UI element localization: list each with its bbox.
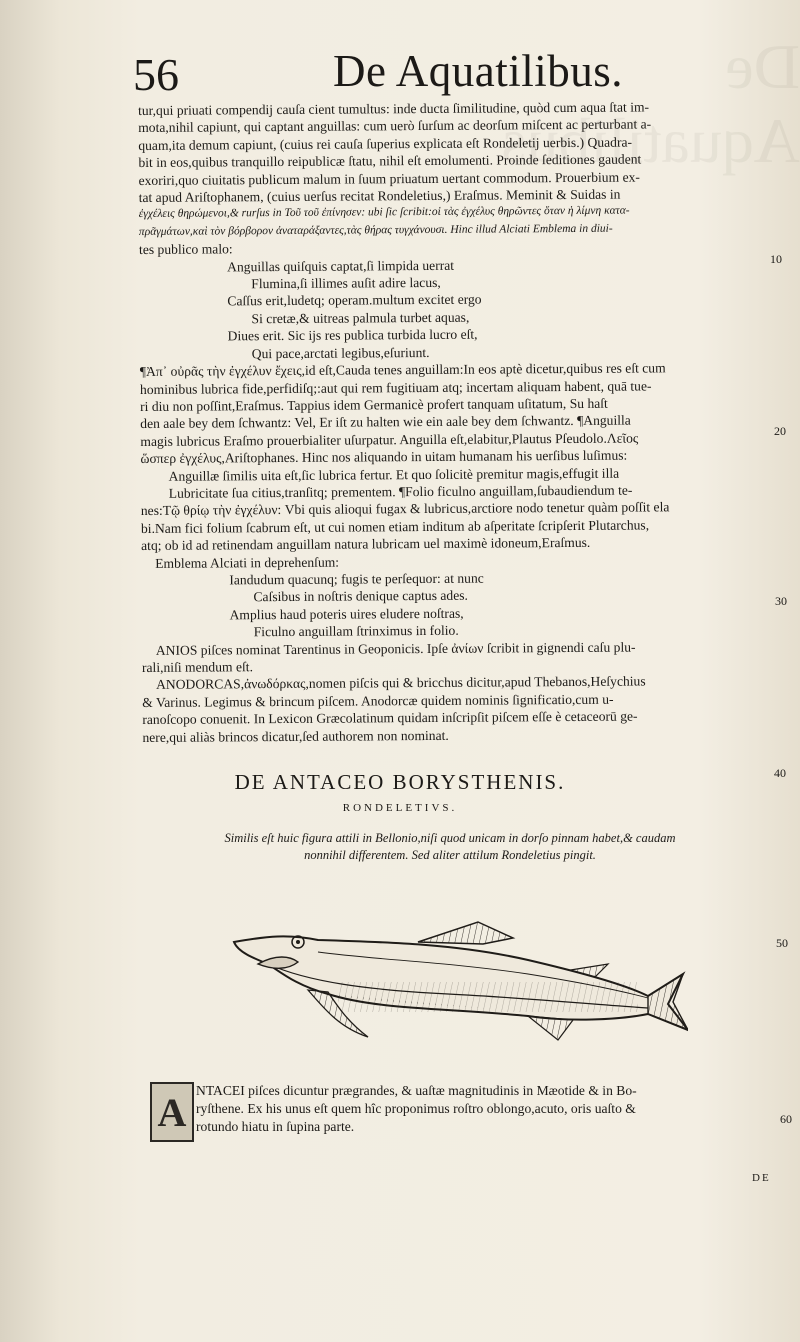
verse-line: Si cretæ,& uitreas palmula turbet aquas, xyxy=(251,309,470,327)
verse-line: Diues erit. Sic ijs res publica turbida lucro eſt, xyxy=(227,326,478,344)
text-line: tur,qui priuati compendij cauſa cient tumultus: inde ducta ſimilitudine, quòd cum aqua ſtat im- xyxy=(138,99,650,118)
verse-line: Anguillæ ſimilis uita eſt,ſic lubrica fertur. Et quo ſolicitè premitur magis,effugit illa xyxy=(168,465,620,484)
verse-line: Lubricitate ſua citius,tranſitq; prementem. ¶Folio ficulno anguillam,ſubaudiendum te- xyxy=(168,482,633,501)
text-line: Emblema Alciati in deprehenſum: xyxy=(155,554,340,571)
section-heading: DE ANTACEO BORYSTHENIS. xyxy=(234,770,566,794)
text-line: atq; ob id ad retinendam anguillam natura lubricam uel maximè idoneum,Eraſmus. xyxy=(141,535,591,554)
text-line: bit in eos,quibus tranquillo reipublicæ ſtatu, nihil eſt emolumenti. Proinde ſeditiones gaudent xyxy=(138,151,642,171)
text-line: nes:Τῷ θρίῳ τὴν ἐγχέλυν: Vbi quis alioqui fugax & lubricus,arctiore nodo tenetur quàm poſſit ela xyxy=(140,499,670,519)
main-text xyxy=(138,98,770,746)
running-title: De Aquatilibus. xyxy=(333,46,623,96)
text-line: ὥσπερ ἐγχέλυς,Ariſtophanes. Hinc nos aliquando in uitam humanam his uerſibus luſimus: xyxy=(140,447,628,467)
drop-cap-initial: A xyxy=(150,1082,194,1142)
text-line: rotundo hiatu in ſupina parte. xyxy=(196,1119,355,1134)
entry-anios: ANIOS piſces nominat Tarentinus in Geoponicis. Ipſe ἀνίων ſcribit in gignendi caſu plu- xyxy=(155,639,636,658)
text-line: & Varinus. Legimus & brincum piſcem. Anodorcæ quidem nominis ſignificatio,cum u- xyxy=(142,691,614,710)
text-line: ryſthene. Ex his unus eſt quem hîc proponimus roſtro oblongo,acuto, oris uaſto & xyxy=(196,1101,636,1116)
margin-line-number: 30 xyxy=(775,594,787,608)
caption-line: nonnihil differentem. Sed aliter attilum Rondeletius pingit. xyxy=(304,848,596,862)
text-line: ranoſcopo conuenit. In Lexicon Græcolatinum quidam inſcripſit piſcem eſſe è cetaceorū ge- xyxy=(142,708,638,728)
margin-line-number: 60 xyxy=(780,1112,792,1126)
verse-line: Qui pace,arctati legibus,eſuriunt. xyxy=(251,344,430,361)
margin-line-number: 50 xyxy=(776,936,788,950)
entry-anodorcas: ANODORCAS,ἀνωδόρκας,nomen piſcis qui & bricchus dicitur,apud Thebanos,Heſychius xyxy=(156,673,646,693)
section-author: RONDELETIVS. xyxy=(342,802,458,814)
antaceus-paragraph xyxy=(196,1082,770,1136)
text-line: hominibus lubrica fide,perfidiſq;:aut qui rem fugitiuam atq; incertam aliquam habent, quā tue- xyxy=(139,377,652,397)
catchword: DE xyxy=(752,1172,771,1184)
verse-line: Caſsibus in noſtris denique captus ades. xyxy=(253,588,468,605)
fish-woodcut-illustration xyxy=(228,912,688,1057)
verse-line: Caſſus erit,ludetq; operam.multum excitet ergo xyxy=(227,292,482,309)
verse-line: Iandudum quacunq; fugis te perſequor: at nunc xyxy=(229,570,484,588)
text-line: tes publico malo: xyxy=(138,241,233,258)
page-number: 56 xyxy=(133,49,179,100)
text-line: exoriri,quo ciuitatis publicum malum in ſuum priuatum uertant commodum. Prouerbium ex- xyxy=(138,169,640,188)
margin-line-number: 20 xyxy=(774,424,786,438)
caption-line: Similis eſt huic figura attili in Bellonio,niſi quod unicam in dorſo pinnam habet,& caudam xyxy=(224,831,676,845)
text-line: bi.Nam fici folium ſcabrum eſt, ut cui nomen etiam inditum ab aſperitate ſcripſerit Plutarchus, xyxy=(140,517,650,536)
text-line: quam,ita demum capiunt, (cuius rei cauſa ſuperius explicata eſt Rondeletij uerbis.) Quadra- xyxy=(138,134,633,153)
text-line: ri diu non poſſint,Eraſmus. Tappius idem Germanicè profert tanquam uſitatum, Su haſt xyxy=(140,395,608,414)
figure-caption xyxy=(185,830,715,864)
verse-line: Anguillas quiſquis captat,ſi limpida uerrat xyxy=(227,257,455,275)
text-line: rali,niſi mendum eſt. xyxy=(141,659,253,675)
text-line: ¶Ἀπ᾽ οὐρᾶς τὴν ἐγχέλυν ἔχεις,id eſt,Cauda tenes anguillam:In eos aptè dicetur,quibus res eſt cum xyxy=(139,360,666,380)
margin-line-number: 10 xyxy=(770,252,782,266)
greek-line: ἐγχέλεις θηρώμενοι,& rurſus in Τοῦ τοῦ ἐπίνησεν: ubi ſic ſcribit:οἱ τὰς ἐγχέλυς θηρῶντες ὅταν ἡ λίμνη κατα- xyxy=(138,205,630,221)
bleed-through-text: De Aquatilibus xyxy=(501,31,800,176)
greek-line: πρᾶγμάτων,καὶ τὸν βόρβορον ἀναταράξαντες,τὰς θήρας τυγχάνουσι. Hinc illud Alciati Emblema in diui- xyxy=(138,222,613,238)
text-line: den aale bey dem ſchwantz: Vel, Er iſt zu halten wie ein aale bey dem ſchwantz. ¶Anguilla xyxy=(140,412,631,432)
text-line: NTACEI piſces dicuntur prægrandes, & uaſtæ magnitudinis in Mæotide & in Bo- xyxy=(196,1083,637,1098)
text-line: tat apud Ariſtophanem, (cuius uerſus recitat Rondeletius,) Eraſmus. Meminit & Suidas in xyxy=(138,186,621,206)
verse-line: Ficulno anguillam ſtrinximus in folio. xyxy=(253,622,459,640)
text-line: nere,qui aliàs brincos dicatur,ſed authorem non nominat. xyxy=(142,727,449,745)
text-line: mota,nihil capiunt, qui captant anguillas: cum uerò ſurſum ac deorſum miſcent ac perturbant a- xyxy=(138,116,652,136)
text-line: magis lubricus Eraſmo prouerbialiter uſurpatur. Anguilla eſt,elabitur,Plautus Pſeudolo.Λεῖος xyxy=(140,430,639,449)
margin-line-number: 40 xyxy=(774,766,786,780)
verse-line: Flumina,ſi illimes auſit adire lacus, xyxy=(251,274,441,292)
verse-line: Amplius haud poteris uires eludere noſtras, xyxy=(229,605,464,623)
